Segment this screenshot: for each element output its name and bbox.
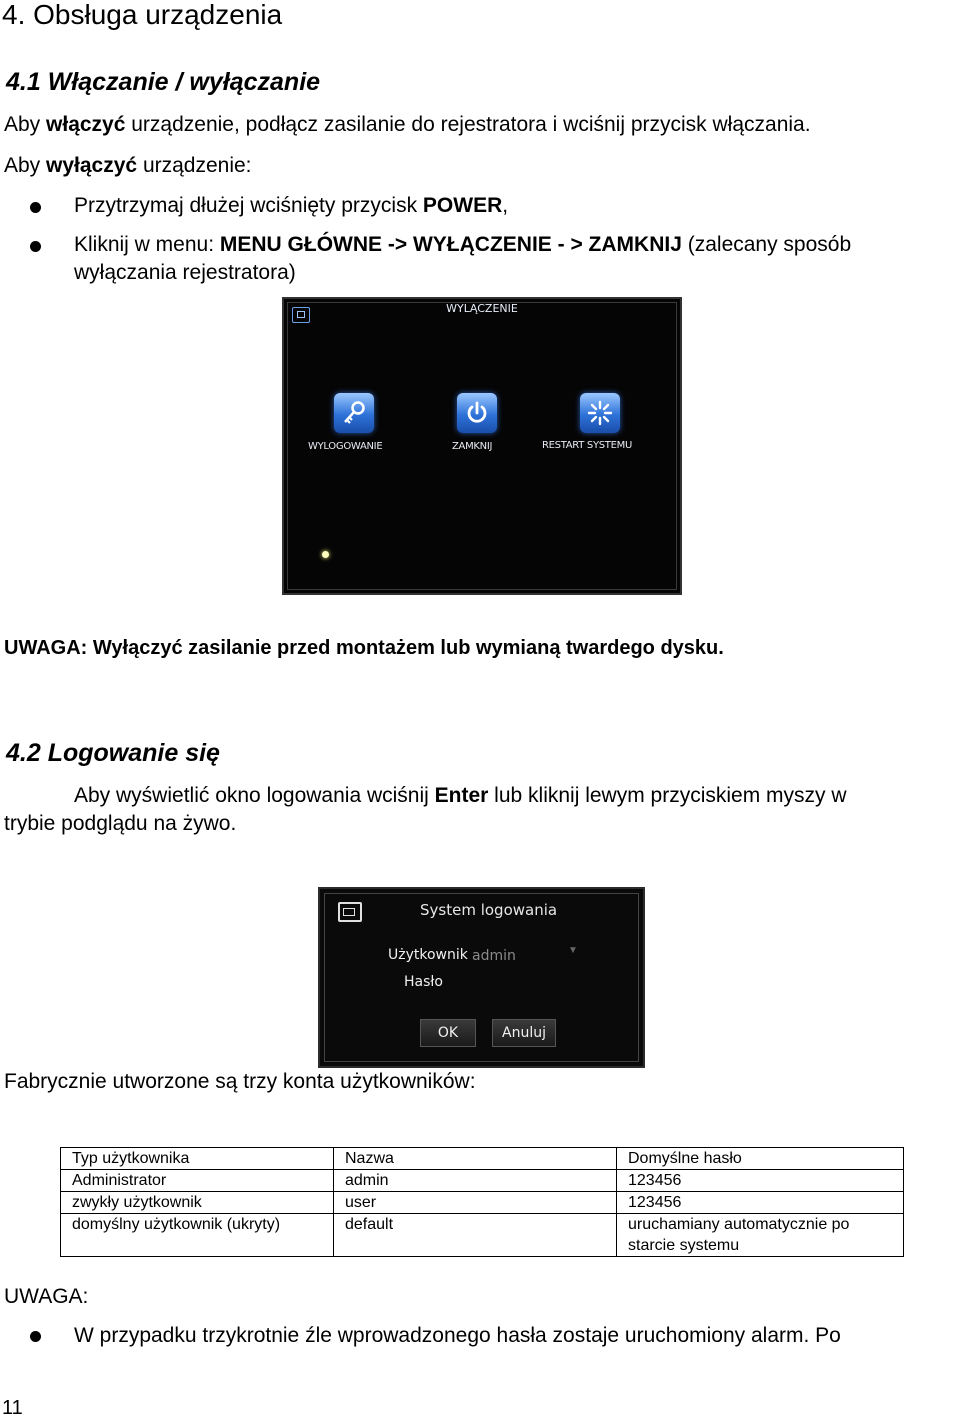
shutdown-menu-title: WYLĄCZENIE xyxy=(446,302,518,315)
user-accounts-table xyxy=(60,1147,904,1257)
table-row xyxy=(61,1214,904,1257)
password-label: Hasło xyxy=(404,974,443,990)
table-cell: admin xyxy=(334,1170,617,1192)
note-label: UWAGA: xyxy=(4,1285,89,1308)
table-cell: 123456 xyxy=(617,1192,904,1214)
section-title-power: 4.1 Włączanie / wyłączanie xyxy=(6,68,321,96)
page-heading: 4. Obsługa urządzenia xyxy=(2,0,283,30)
table-cell: user xyxy=(334,1192,617,1214)
warning-text: UWAGA: Wyłączyć zasilanie przed montażem lub wymianą twardego dysku. xyxy=(4,637,724,659)
table-cell: domyślny użytkownik (ukryty) xyxy=(61,1214,334,1257)
table-row xyxy=(61,1170,904,1192)
section-title-login: 4.2 Logowanie się xyxy=(6,739,220,767)
shutdown-option-label[interactable]: ZAMKNIJ xyxy=(452,441,493,452)
login-dialog-screenshot xyxy=(318,887,645,1068)
logout-option-label[interactable]: WYLOGOWANIE xyxy=(308,441,383,452)
power-on-instruction: Aby włączyć urządzenie, podłącz zasilanie do rejestratora i wciśnij przycisk włączania. xyxy=(4,113,811,136)
restart-option-label[interactable]: RESTART SYSTEMU xyxy=(542,440,632,451)
bullet-marker xyxy=(30,202,41,213)
power-off-instruction: Aby wyłączyć urządzenie: xyxy=(4,154,252,177)
bullet-marker xyxy=(30,241,41,252)
table-cell: zwykły użytkownik xyxy=(61,1192,334,1214)
page-number: 11 xyxy=(2,1397,23,1419)
login-dialog-title: System logowania xyxy=(420,901,558,919)
login-instruction: Aby wyświetlić okno logowania wciśnij Enter lub kliknij lewym przyciskiem myszy w xyxy=(74,784,847,807)
table-header-cell: Typ użytkownika xyxy=(61,1148,334,1170)
table-header-row xyxy=(61,1148,904,1170)
window-icon xyxy=(338,902,362,922)
bullet-menu-shutdown-cont: wyłączania rejestratora) xyxy=(74,261,296,284)
note-bullet-text: W przypadku trzykrotnie źle wprowadzonego hasła zostaje uruchomiony alarm. Po xyxy=(74,1324,841,1347)
table-cell: default xyxy=(334,1214,617,1257)
shutdown-menu-screenshot xyxy=(282,297,682,595)
power-icon[interactable] xyxy=(457,393,497,433)
restart-icon[interactable] xyxy=(580,393,620,433)
user-select[interactable]: admin xyxy=(472,948,516,964)
table-cell: Administrator xyxy=(61,1170,334,1192)
bullet-marker xyxy=(30,1331,41,1342)
mouse-cursor-dot xyxy=(322,551,329,558)
user-label: Użytkownik xyxy=(388,947,468,963)
login-instruction-cont: trybie podglądu na żywo. xyxy=(4,812,237,835)
table-cell: uruchamiany automatycznie po starcie systemu xyxy=(617,1214,904,1257)
bullet-hold-power: Przytrzymaj dłużej wciśnięty przycisk POWER, xyxy=(74,194,509,217)
bullet-menu-shutdown: Kliknij w menu: MENU GŁÓWNE -> WYŁĄCZENIE - > ZAMKNIJ (zalecany sposób xyxy=(74,233,852,256)
table-row xyxy=(61,1192,904,1214)
cancel-button[interactable]: Anuluj xyxy=(492,1019,556,1047)
ok-button[interactable]: OK xyxy=(420,1019,476,1047)
table-cell: 123456 xyxy=(617,1170,904,1192)
chevron-down-icon[interactable]: ▼ xyxy=(568,945,578,956)
table-header-cell: Domyślne hasło xyxy=(617,1148,904,1170)
accounts-intro: Fabrycznie utworzone są trzy konta użytkowników: xyxy=(4,1070,476,1093)
table-header-cell: Nazwa xyxy=(334,1148,617,1170)
key-icon[interactable] xyxy=(334,393,374,433)
